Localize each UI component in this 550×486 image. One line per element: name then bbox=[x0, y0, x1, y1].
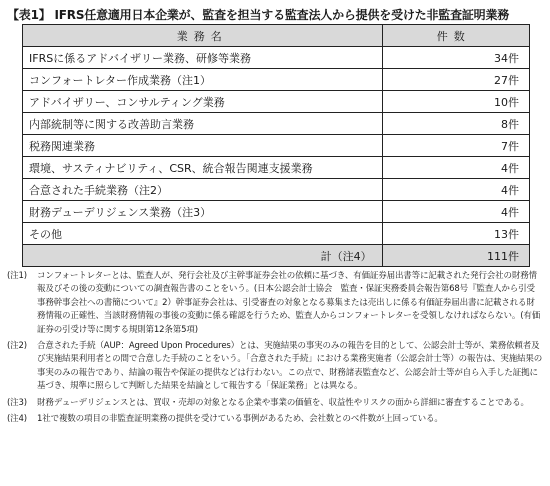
row-item: その他 bbox=[23, 223, 383, 245]
row-count: 13件 bbox=[382, 223, 529, 245]
footnote-text: 1社で複数の項目の非監査証明業務の提供を受けている事例があるため、会社数とのべ件数が上回っている。 bbox=[37, 414, 443, 425]
footnote-text: 合意された手続（AUP：Agreed Upon Procedures）とは、実施結果の事実のみの報告を目的として、公認会計士等が、業務依頼者及び実施結果利用者との間で合意した手続のことをいう。「合意された手続」における業務実施者（公認会計士等）の報告は、実施結果の事実のみの報告であり、結論の報告や保証の提供などは行わない。この点で、財務諸表監査など、公認会計士等が自ら入手した証拠に基づき、規準に照らして判断した結果を結論として報告する「保証業務」とは異なる。 bbox=[37, 341, 543, 392]
footnote-text: 財務デューデリジェンスとは、買収・売却の対象となる企業や事業の価値を、収益性やリスクの面から詳細に審査することである。 bbox=[37, 397, 529, 408]
table-row bbox=[23, 223, 530, 245]
row-count: 10件 bbox=[382, 91, 529, 113]
row-item: アドバイザリー、コンサルティング業務 bbox=[23, 91, 383, 113]
row-item: 合意された手続業務（注2） bbox=[23, 179, 383, 201]
footnote-text: コンフォートレターとは、監査人が、発行会社及び主幹事証券会社の依頼に基づき、有価証券届出書等に記載された発行会社の財務情報及びその後の変動についての調査報告書のことをいう。(日本公認会計士協会 監査・保証実務委員会報告第68号『監査人から引受事務幹事会社への書簡について』2）幹事証券会社は、引受審査の対象となる募集または売出しに係る有価証券届出書に記載される財務情報の正確性、当該財務情報の事後の変動に係る確認を行うため、監査人からコンフォートレターを受領しなければならない。(有価証券の引受け等に関する規則第12条第5項) bbox=[37, 271, 541, 335]
table-header-row bbox=[23, 25, 530, 47]
footnote bbox=[7, 340, 543, 394]
row-item: IFRSに係るアドバイザリー業務、研修等業務 bbox=[23, 47, 383, 69]
row-item: 財務デューデリジェンス業務（注3） bbox=[23, 201, 383, 223]
footnote bbox=[7, 397, 543, 410]
table-row bbox=[23, 157, 530, 179]
row-count: 27件 bbox=[382, 69, 529, 91]
row-item: 環境、サスティナビリティ、CSR、統合報告関連支援業務 bbox=[23, 157, 383, 179]
table-row bbox=[23, 135, 530, 157]
footnote-label: (注3) bbox=[7, 397, 27, 408]
footnote bbox=[7, 413, 543, 426]
row-count: 4件 bbox=[382, 157, 529, 179]
header-count: 件数 bbox=[382, 25, 529, 47]
table-title: 【表1】 IFRS任意適用日本企業が、監査を担当する監査法人から提供を受けた非監査証明業務 bbox=[7, 8, 510, 22]
table-row bbox=[23, 47, 530, 69]
total-count: 111件 bbox=[382, 245, 529, 267]
table-row bbox=[23, 201, 530, 223]
table-row bbox=[23, 91, 530, 113]
table-total-row bbox=[23, 245, 530, 267]
row-count: 4件 bbox=[382, 179, 529, 201]
table-row bbox=[23, 179, 530, 201]
row-count: 8件 bbox=[382, 113, 529, 135]
footnotes bbox=[7, 270, 543, 429]
row-count: 4件 bbox=[382, 201, 529, 223]
footnote-label: (注1) bbox=[7, 271, 27, 281]
footnote bbox=[7, 270, 543, 337]
services-table bbox=[22, 24, 530, 267]
row-item: 税務関連業務 bbox=[23, 135, 383, 157]
row-count: 7件 bbox=[382, 135, 529, 157]
footnote-label: (注4) bbox=[7, 414, 27, 425]
header-item: 業務名 bbox=[23, 25, 383, 47]
row-item: コンフォートレター作成業務（注1） bbox=[23, 69, 383, 91]
total-item: 計（注4） bbox=[23, 245, 383, 267]
table-row bbox=[23, 113, 530, 135]
row-item: 内部統制等に関する改善助言業務 bbox=[23, 113, 383, 135]
row-count: 34件 bbox=[382, 47, 529, 69]
table-row bbox=[23, 69, 530, 91]
footnote-label: (注2) bbox=[7, 341, 27, 352]
